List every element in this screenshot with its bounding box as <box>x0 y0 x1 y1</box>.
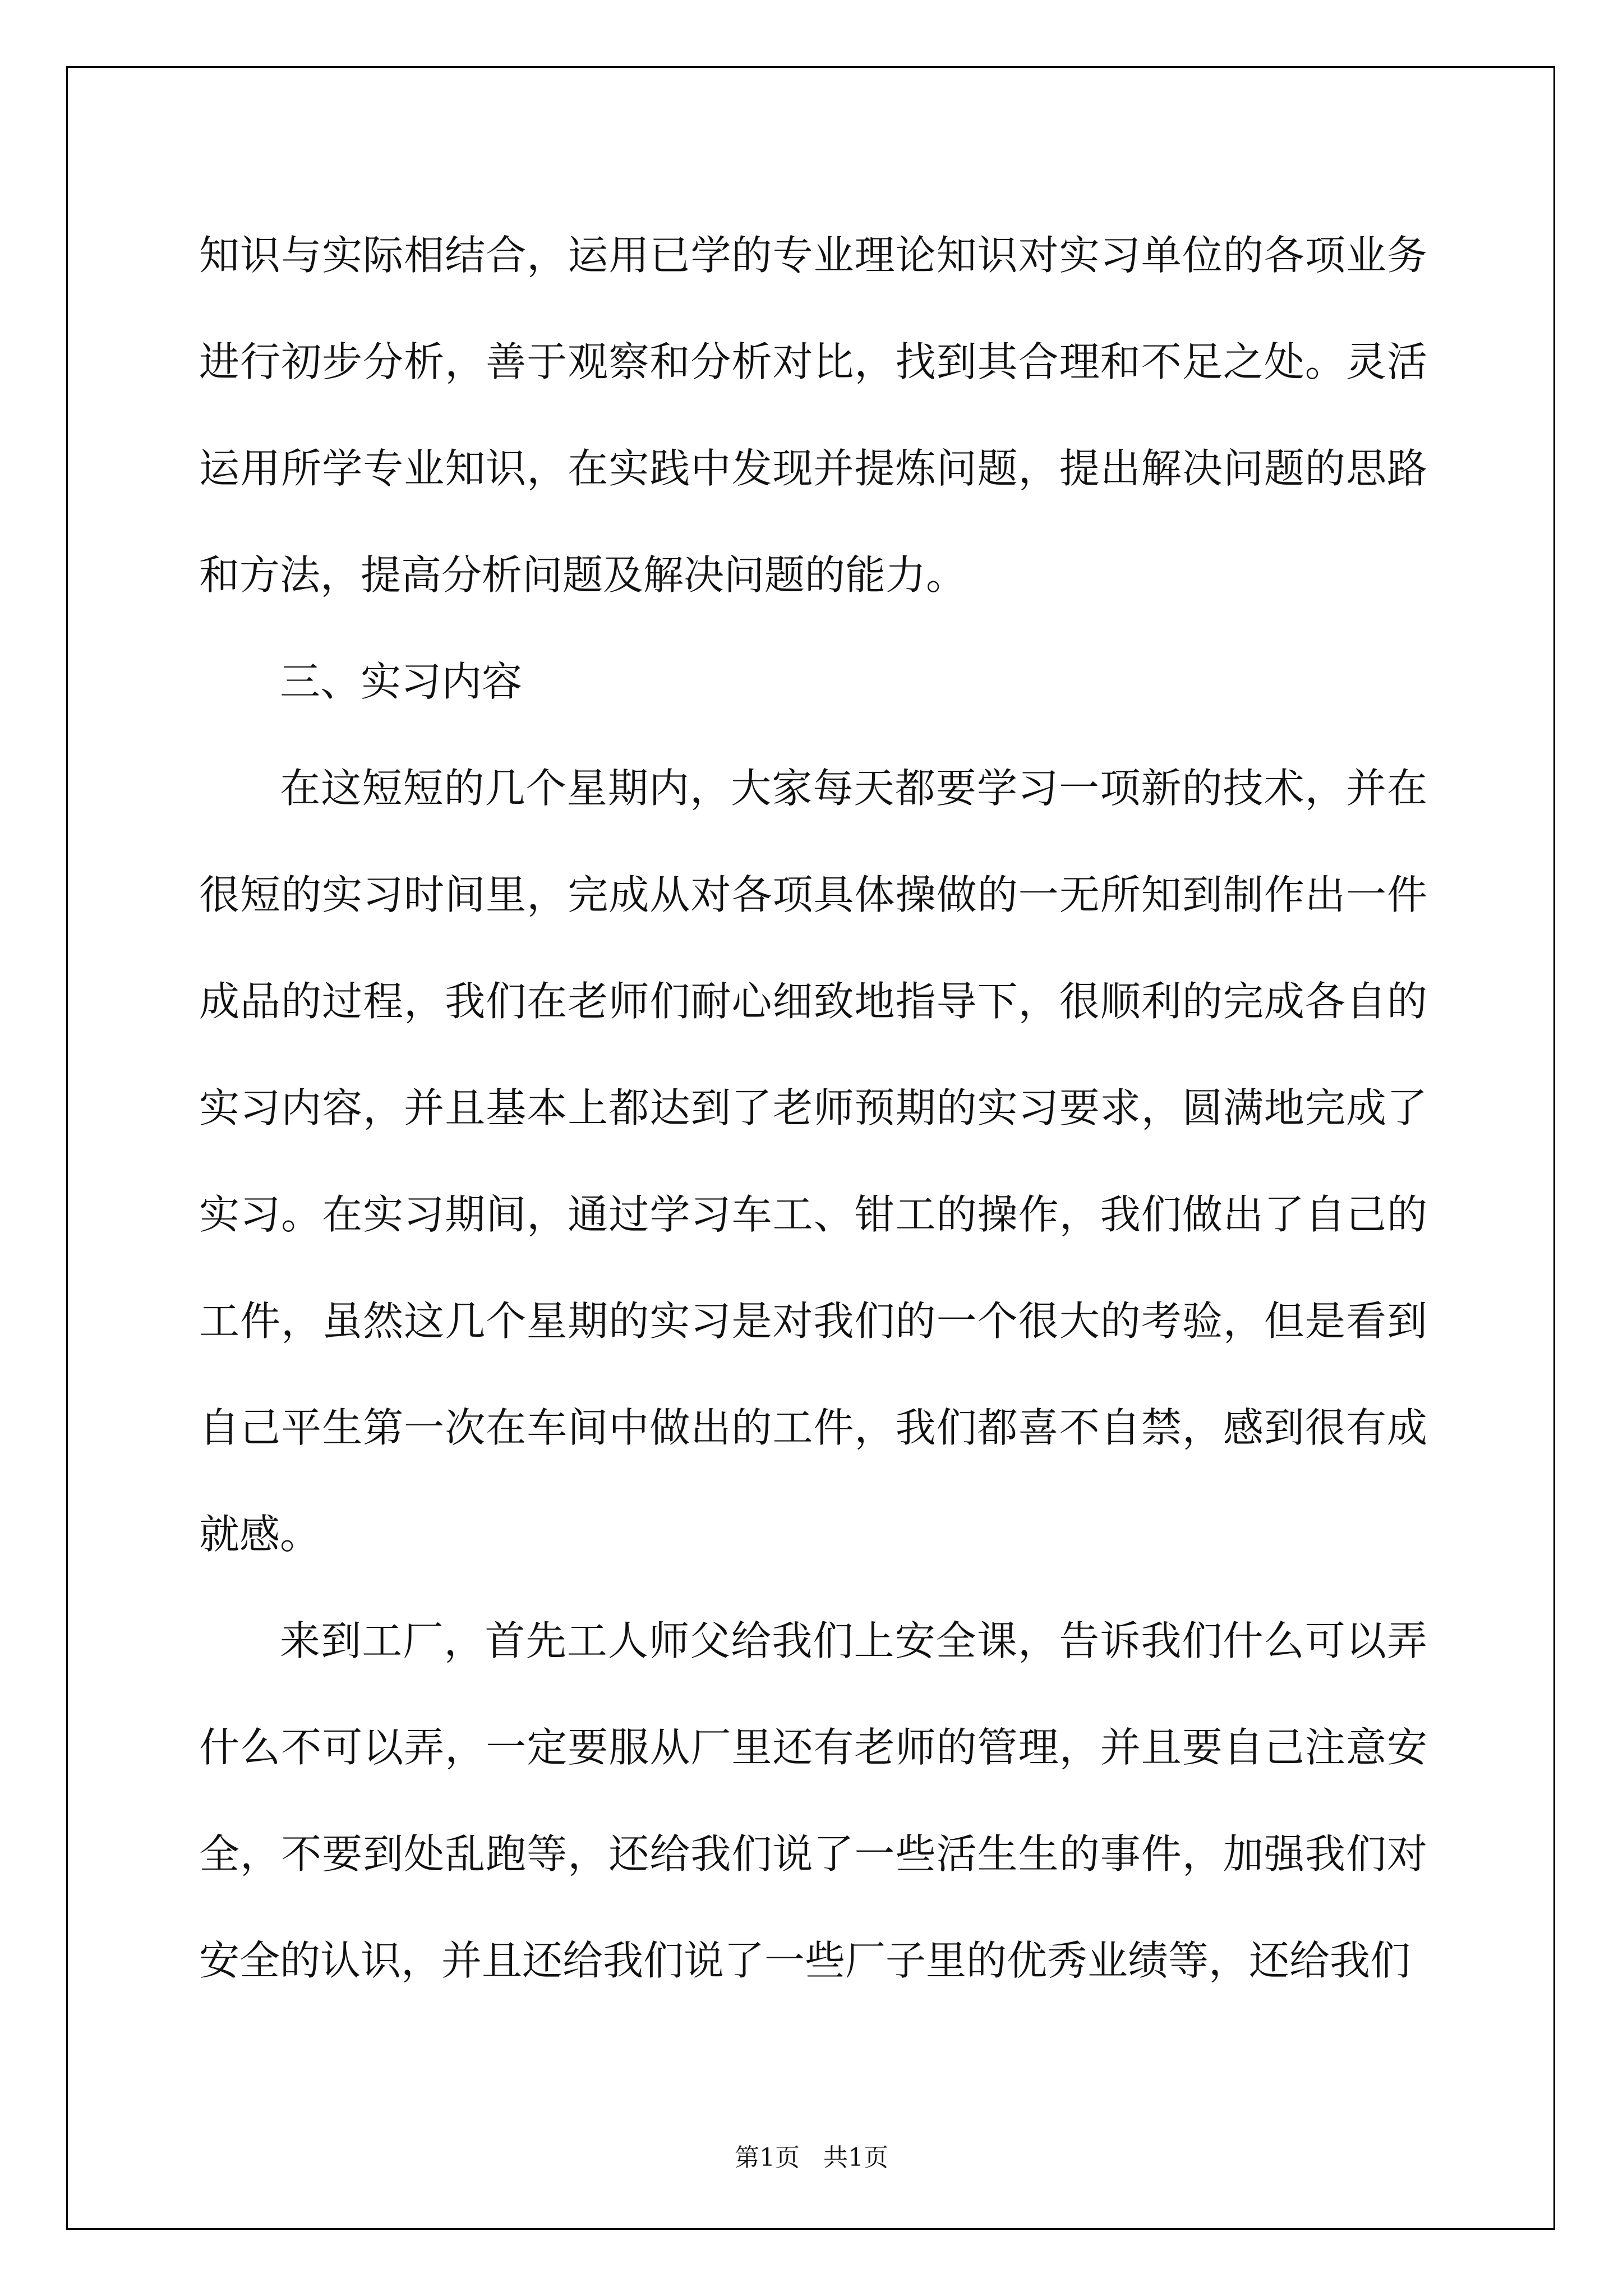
paragraph-internship-content: 在这短短的几个星期内，大家每天都要学习一项新的技术，并在很短的实习时间里，完成从对各项具体操做的一无所知到制作出一件成品的过程，我们在老师们耐心细致地指导下，很顺利的完成各自的实习内容，并且基本上都达到了老师预期的实习要求，圆满地完成了实习。在实习期间，通过学习车工、钳工的操作，我们做出了自己的工件，虽然这几个星期的实习是对我们的一个很大的考验，但是看到自己平生第一次在车间中做出的工件，我们都喜不自禁，感到很有成就感。 <box>199 765 1427 1558</box>
document-body <box>199 202 1427 2014</box>
paragraph-intro-continued: 知识与实际相结合，运用已学的专业理论知识对实习单位的各项业务进行初步分析，善于观察和分析对比，找到其合理和不足之处。灵活运用所学专业知识，在实践中发现并提炼问题，提出解决问题的思路和方法，提高分析问题及解决问题的能力。 <box>199 232 1427 599</box>
page-footer: 第1页 共1页 <box>735 2143 888 2172</box>
paragraph-factory-safety: 来到工厂，首先工人师父给我们上安全课，告诉我们什么可以弄什么不可以弄，一定要服从厂里还有老师的管理，并且要自己注意安全，不要到处乱跑等，还给我们说了一些活生生的事件，加强我们对安全的认识，并且还给我们说了一些厂子里的优秀业绩等，还给我们 <box>199 1617 1427 1984</box>
section-heading: 三、实习内容 <box>280 658 523 705</box>
